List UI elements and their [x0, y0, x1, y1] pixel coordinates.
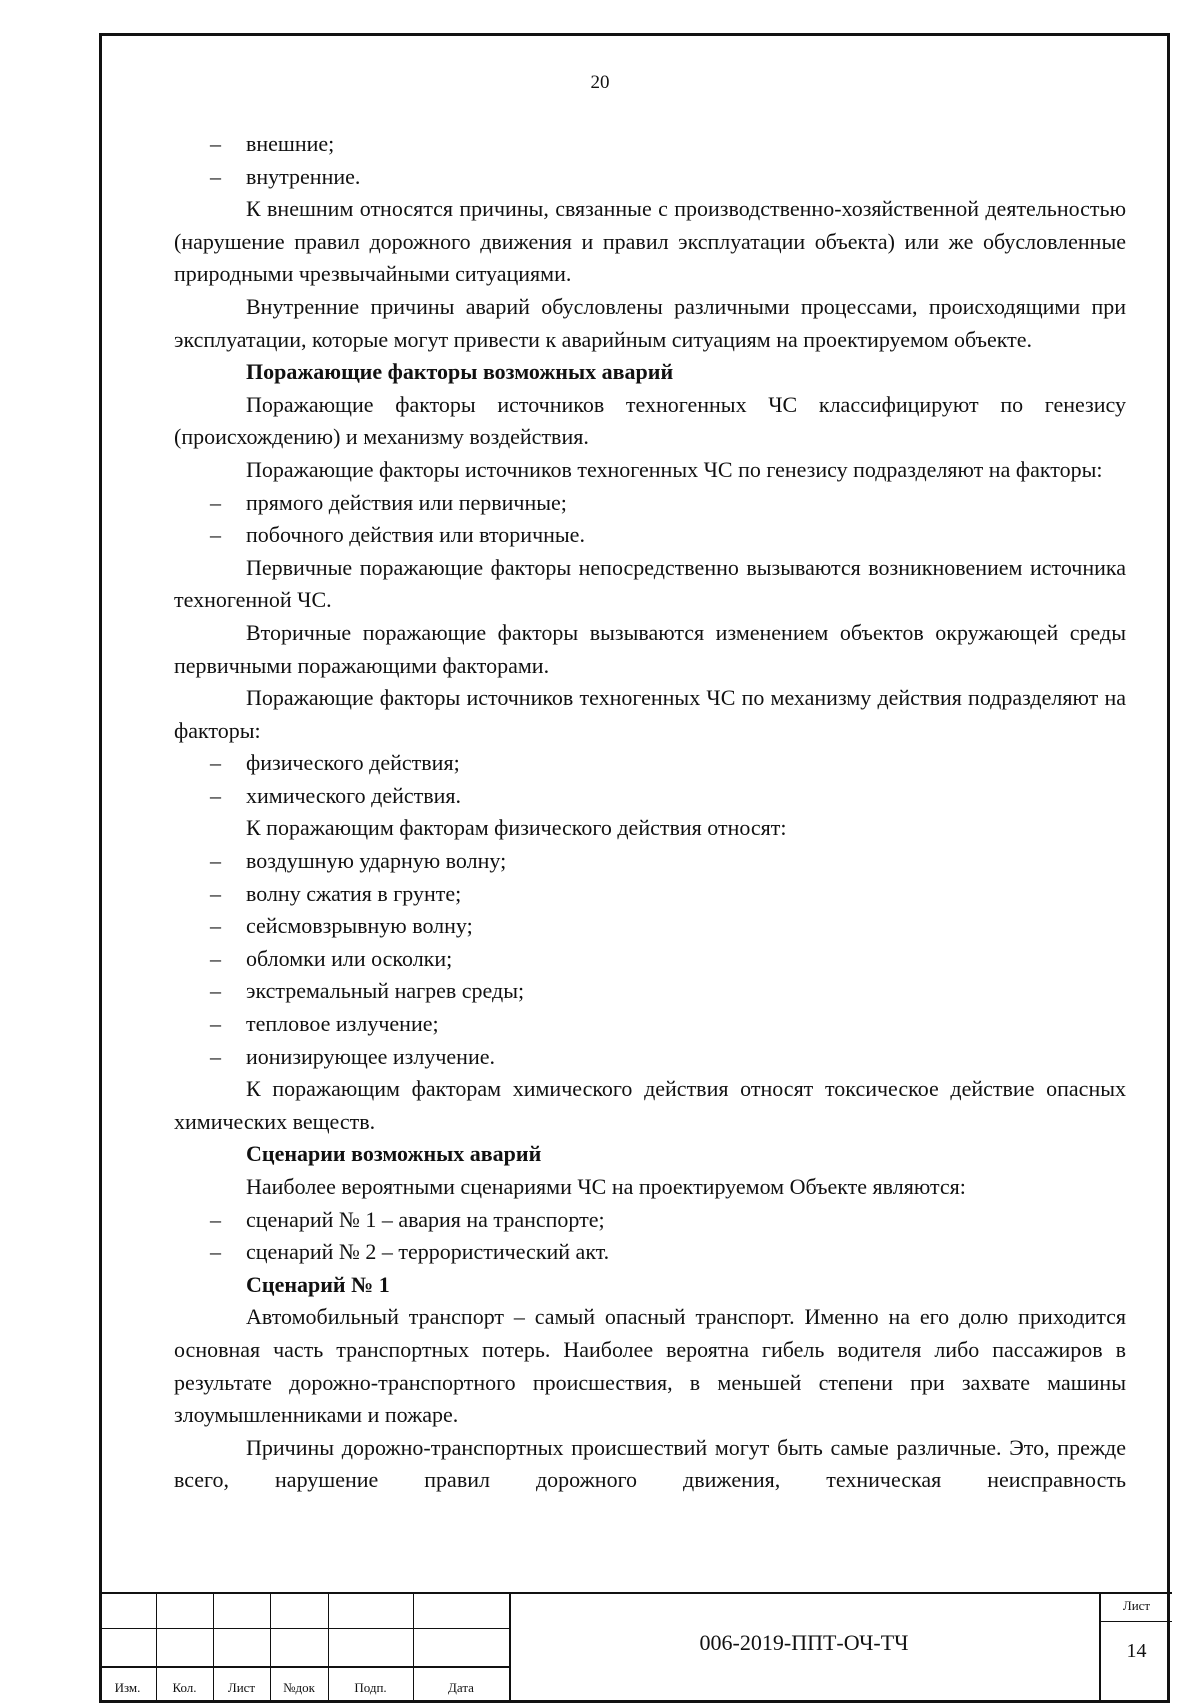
list-item-text: прямого действия или первичные; — [246, 489, 567, 515]
dash-bullet: – — [210, 880, 221, 906]
dash-bullet: – — [210, 945, 221, 971]
list-item-text: сценарий № 1 – авария на транспорте; — [246, 1206, 605, 1232]
document-body — [174, 128, 1126, 1497]
dash-bullet: – — [210, 1206, 221, 1232]
title-block — [99, 1592, 1170, 1703]
document-code-cell — [509, 1592, 1099, 1702]
dash-bullet: – — [210, 1239, 221, 1265]
dash-bullet: – — [210, 782, 221, 808]
paragraph: Вторичные поражающие факторы вызываются изменением объектов окружающей среды первичными поражающими факторами. — [174, 619, 1126, 678]
list-item — [174, 747, 1126, 780]
list-item-text: воздушную ударную волну; — [246, 848, 507, 874]
list-item — [174, 1008, 1126, 1041]
paragraph: Внутренние причины аварий обусловлены различными процессами, происходящими при эксплуатации, которые могут привести к аварийным ситуациям на проектируемом объекте. — [174, 293, 1126, 352]
list-item — [174, 878, 1126, 911]
paragraph: Первичные поражающие факторы непосредственно вызываются возникновением источника техногенной ЧС. — [174, 554, 1126, 613]
section-heading: Поражающие факторы возможных аварий — [246, 359, 674, 385]
dash-bullet: – — [210, 489, 221, 515]
list-item-text: волну сжатия в грунте; — [246, 880, 462, 906]
paragraph: Поражающие факторы источников техногенных ЧС по механизму действия подразделяют на факторы: — [174, 685, 1126, 743]
list-item-text: сценарий № 2 – террористический акт. — [246, 1239, 610, 1265]
list-item-text: обломки или осколки; — [246, 945, 453, 971]
caption-list: Лист — [227, 1680, 256, 1695]
list-item-text: внешние; — [246, 131, 335, 156]
paragraph: Причины дорожно-транспортных происшествий могут быть самые различные. Это, прежде всего, нарушение правил дорожного движения, техническая неисправность — [174, 1434, 1126, 1493]
document-code: 006-2019-ППТ-ОЧ-ТЧ — [699, 1630, 909, 1655]
list-item — [174, 1236, 1126, 1269]
list-item — [174, 161, 1126, 194]
list-item-text: химического действия. — [246, 782, 462, 808]
caption-kol: Кол. — [172, 1680, 197, 1695]
sheet-label: Лист — [1122, 1598, 1151, 1613]
list-item-text: побочного действия или вторичные. — [246, 522, 585, 548]
paragraph: Наиболее вероятными сценариями ЧС на проектируемом Объекте являются: — [246, 1174, 966, 1199]
paragraph: К поражающим факторам химического действия относят токсическое действие опасных химических веществ. — [174, 1076, 1126, 1134]
paragraph: Поражающие факторы источников техногенных ЧС по генезису подразделяют на факторы: — [246, 456, 1103, 482]
paragraph: К внешним относятся причины, связанные с производственно-хозяйственной деятельностью (нарушение правил дорожного движения и правил эксплуатации объекта) или же обусловленные природными чрезвычайными ситуациями. — [174, 196, 1126, 287]
dash-bullet: – — [210, 131, 221, 156]
list-item-text: физического действия; — [246, 750, 460, 776]
list-item-text: внутренние. — [246, 163, 361, 189]
caption-ndok: №док — [283, 1680, 315, 1695]
sheet-number: 14 — [1126, 1640, 1147, 1662]
list-item-text: тепловое излучение; — [246, 1011, 439, 1037]
list-item — [174, 975, 1126, 1008]
paragraph: Поражающие факторы источников техногенных ЧС классифицируют по генезису (происхождению) и механизму воздействия. — [174, 391, 1126, 450]
paragraph: К поражающим факторам физического действия относят: — [246, 815, 787, 841]
page-number: 20 — [590, 72, 610, 93]
dash-bullet: – — [210, 1043, 221, 1069]
caption-izm: Изм. — [114, 1680, 141, 1695]
list-item — [174, 1204, 1126, 1237]
dash-bullet: – — [210, 978, 221, 1004]
list-item — [174, 910, 1126, 943]
dash-bullet: – — [210, 913, 221, 939]
list-item — [174, 128, 1126, 161]
section-heading: Сценарии возможных аварий — [246, 1141, 542, 1167]
list-item — [174, 845, 1126, 878]
caption-podp: Подп. — [354, 1680, 387, 1695]
list-item — [174, 519, 1126, 552]
dash-bullet: – — [210, 848, 221, 874]
list-item — [174, 943, 1126, 976]
list-item-text: сейсмовзрывную волну; — [246, 913, 473, 939]
list-item-text: экстремальный нагрев среды; — [246, 978, 525, 1004]
list-item — [174, 780, 1126, 813]
dash-bullet: – — [210, 522, 221, 548]
list-item — [174, 487, 1126, 520]
list-item — [174, 1041, 1126, 1074]
section-heading: Сценарий № 1 — [246, 1271, 390, 1297]
caption-data: Дата — [448, 1680, 474, 1695]
list-item-text: ионизирующее излучение. — [246, 1043, 495, 1069]
dash-bullet: – — [210, 163, 221, 189]
dash-bullet: – — [210, 1011, 221, 1037]
dash-bullet: – — [210, 750, 221, 776]
sheet-cell — [1099, 1592, 1172, 1702]
paragraph: Автомобильный транспорт – самый опасный транспорт. Именно на его долю приходится основная часть транспортных потерь. Наиболее вероятна гибель водителя либо пассажиров в результате дорожно-транспортного происшествия, в меньшей степени при захвате машины злоумышленниками и пожаре. — [174, 1304, 1126, 1428]
revision-table — [99, 1592, 511, 1702]
